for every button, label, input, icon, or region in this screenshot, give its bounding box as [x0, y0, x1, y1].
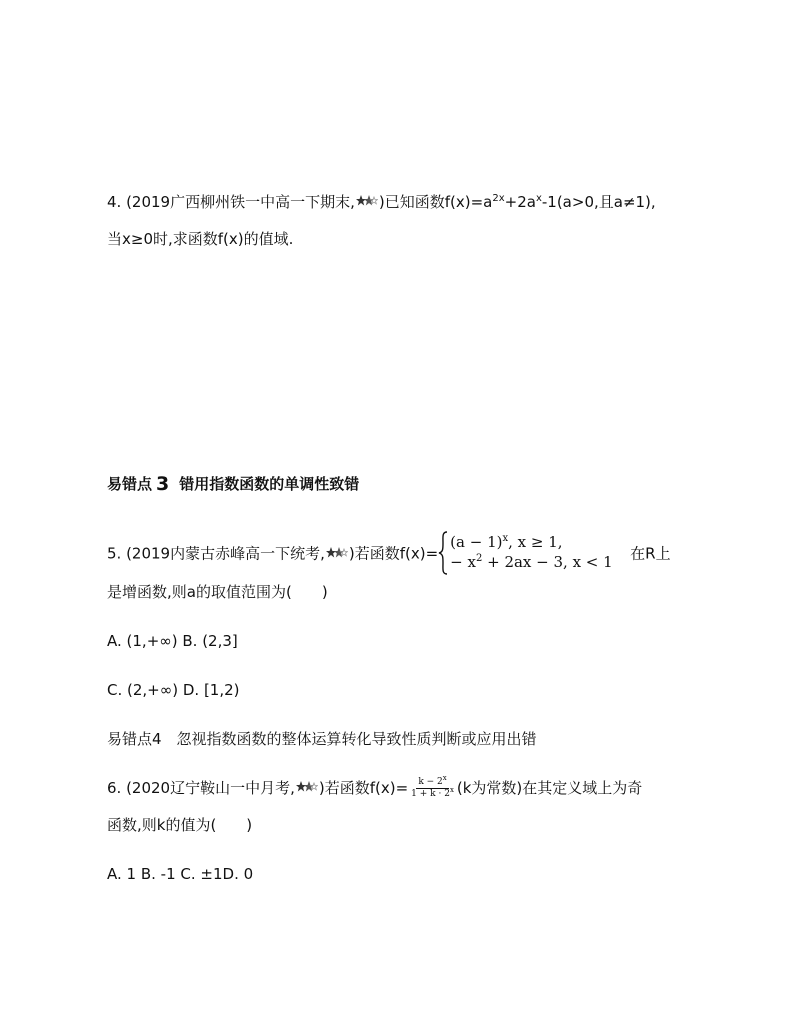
numerator-text: k − 2 — [418, 777, 443, 787]
question-6-line-2: 函数,则k的值为( ) — [107, 816, 253, 834]
question-5-line-1 — [107, 534, 671, 574]
exponent: 2 — [475, 553, 483, 564]
exponent: x — [502, 533, 509, 544]
exponent: 2x — [492, 193, 505, 204]
question-6-line-1 — [107, 774, 643, 800]
fraction-numerator — [416, 774, 448, 789]
fraction-expression — [409, 774, 456, 800]
section-label: 易错点 — [107, 475, 153, 493]
left-brace-icon — [438, 531, 448, 575]
exponent: x — [535, 193, 542, 204]
expression-part: +2a — [504, 193, 536, 211]
question-6-source: 6. (2020辽宁鞍山一中月考, — [107, 779, 295, 797]
piecewise-function — [438, 534, 630, 574]
exponent: x — [442, 774, 447, 782]
question-4-source: 4. (2019广西柳州铁一中高一下期末, — [107, 193, 355, 211]
exponent: x — [449, 786, 454, 794]
case-condition: , x ≥ 1, — [508, 533, 563, 551]
piecewise-case-2 — [450, 552, 613, 572]
question-5-options-cd: C. (2,+∞) D. [1,2) — [107, 681, 240, 699]
section-title: 错用指数函数的单调性致错 — [179, 475, 360, 493]
denominator-text: 1 + k · 2 — [411, 789, 450, 799]
question-5-source: 5. (2019内蒙古赤峰高一下统考, — [107, 544, 325, 563]
case-expression: (a − 1) — [450, 533, 503, 551]
question-6-options: A. 1 B. -1 C. ±1D. 0 — [107, 865, 254, 883]
question-5-line-2: 是增函数,则a的取值范围为( ) — [107, 583, 328, 601]
question-4-line-2: 当x≥0时,求函数f(x)的值域. — [107, 230, 294, 248]
question-5-options-ab: A. (1,+∞) B. (2,3] — [107, 632, 238, 650]
fraction-denominator — [409, 786, 456, 800]
question-6-stem: )若函数f(x)= — [318, 779, 409, 797]
case-condition: + 2ax − 3, x < 1 — [482, 553, 613, 571]
difficulty-stars-icon — [356, 194, 378, 208]
question-4-stem: )已知函数f(x)=a — [378, 193, 493, 211]
section-heading-3 — [107, 474, 359, 494]
piecewise-case-1 — [450, 532, 562, 552]
question-5-stem: )若函数f(x)= — [348, 544, 439, 563]
section-number: 3 — [156, 473, 170, 495]
question-6-continuation: (k为常数)在其定义域上为奇 — [456, 779, 643, 797]
question-5-continuation: 在R上 — [630, 544, 671, 563]
difficulty-stars-icon — [326, 546, 348, 560]
expression-part: -1(a>0,且a≠1), — [541, 193, 656, 211]
question-4-line-1 — [107, 192, 656, 212]
section-heading-4: 易错点4 忽视指数函数的整体运算转化导致性质判断或应用出错 — [107, 730, 537, 748]
case-expression: − x — [450, 553, 476, 571]
difficulty-stars-icon — [296, 780, 318, 794]
